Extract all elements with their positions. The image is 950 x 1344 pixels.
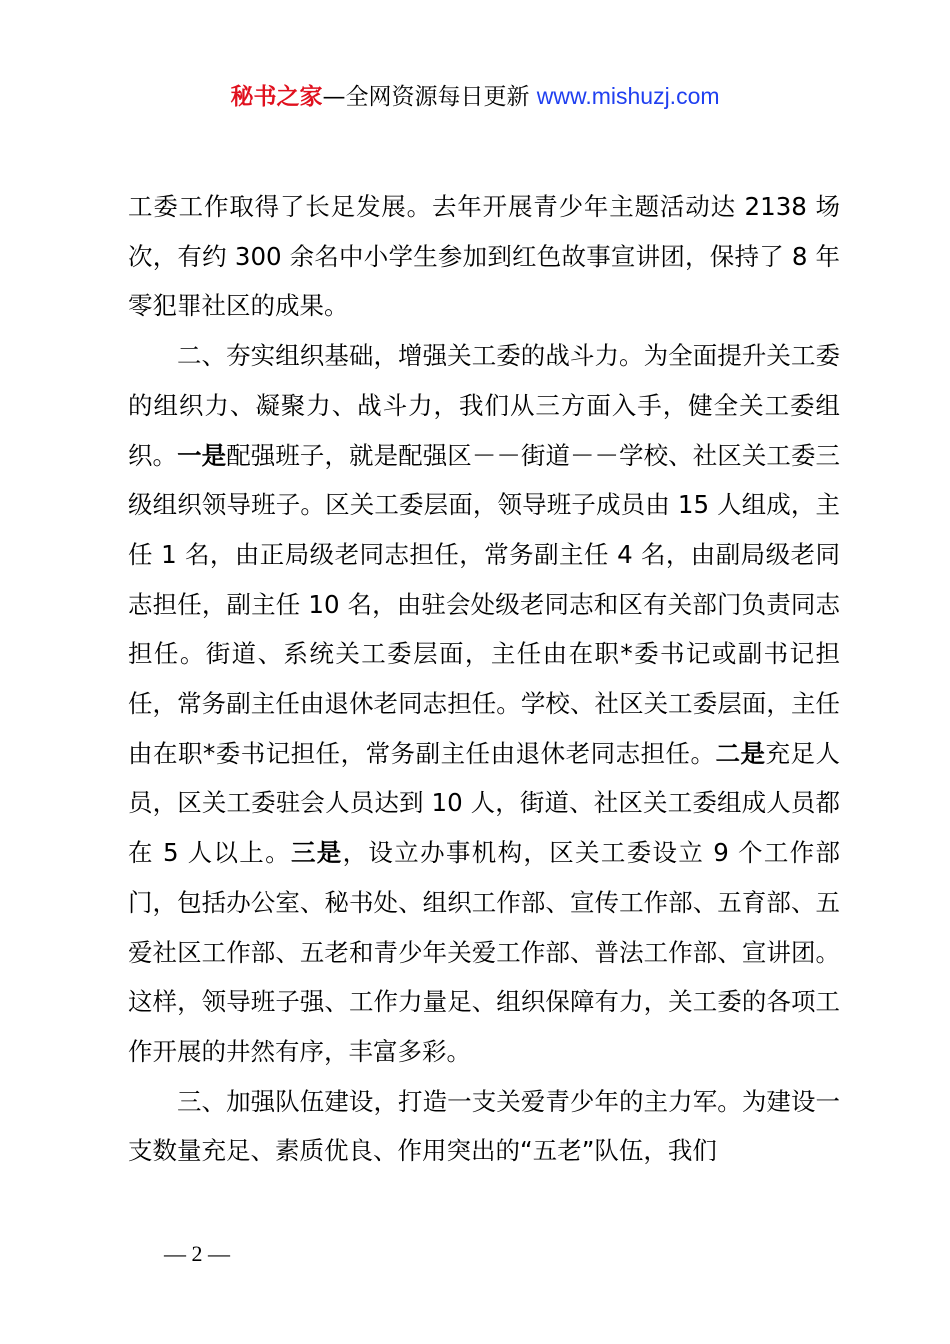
site-tagline: —全网资源每日更新 — [322, 84, 530, 110]
paragraph-section-two — [128, 331, 840, 1077]
point-three-label: 三是 — [290, 838, 343, 868]
site-url-link[interactable]: www.mishuzj.com — [536, 83, 720, 109]
point-one-text: 配强班子，就是配强区－－街道－－学校、社区关工委三级组织领导班子。区关工委层面，领导班子成员由 15 人组成，主任 1 名，由正局级老同志担任，常务副主任 4 名，由副局级老同志担任，副主任 10 名，由驻会处级老同志和区有关部门负责同志担任。街道、系统关工委层面，主任由在职*委书记或副书记担任，常务副主任由退休老同志担任。学校、社区关工委层面，主任由在职*委书记担任，常务副主任由退休老同志担任。 — [128, 440, 841, 768]
site-brand: 秘书之家 — [230, 84, 323, 110]
site-header — [0, 80, 950, 113]
paragraph-section-three: 三、加强队伍建设，打造一支关爱青少年的主力军。为建设一支数量充足、素质优良、作用突出的“五老”队伍，我们 — [128, 1086, 840, 1166]
section-two-intro: 二、夯实组织基础，增强关工委的战斗力。为全面提升关工委的组织力、凝聚力、战斗力，我们从三方面入手，健全关工委组织。 — [128, 341, 840, 470]
point-three-text: ，设立办事机构，区关工委设立 9 个工作部门，包括办公室、秘书处、组织工作部、宣传工作部、五育部、五爱社区工作部、五老和青少年关爱工作部、普法工作部、宣讲团。这样，领导班子强、工作力量足、组织保障有力，关工委的各项工作开展的井然有序，丰富多彩。 — [128, 838, 840, 1066]
paragraph-continuation: 工委工作取得了长足发展。去年开展青少年主题活动达 2138 场次，有约 300 余名中小学生参加到红色故事宣讲团，保持了 8 年零犯罪社区的成果。 — [128, 192, 840, 321]
document-body — [128, 182, 840, 1176]
point-one-label: 一是 — [177, 440, 227, 470]
point-two-label: 二是 — [715, 738, 766, 768]
point-two-text: 充足人员，区关工委驻会人员达到 10 人，街道、社区关工委组成人员都在 5 人以上。 — [128, 738, 841, 868]
page-number: — 2 — — [164, 1241, 230, 1266]
